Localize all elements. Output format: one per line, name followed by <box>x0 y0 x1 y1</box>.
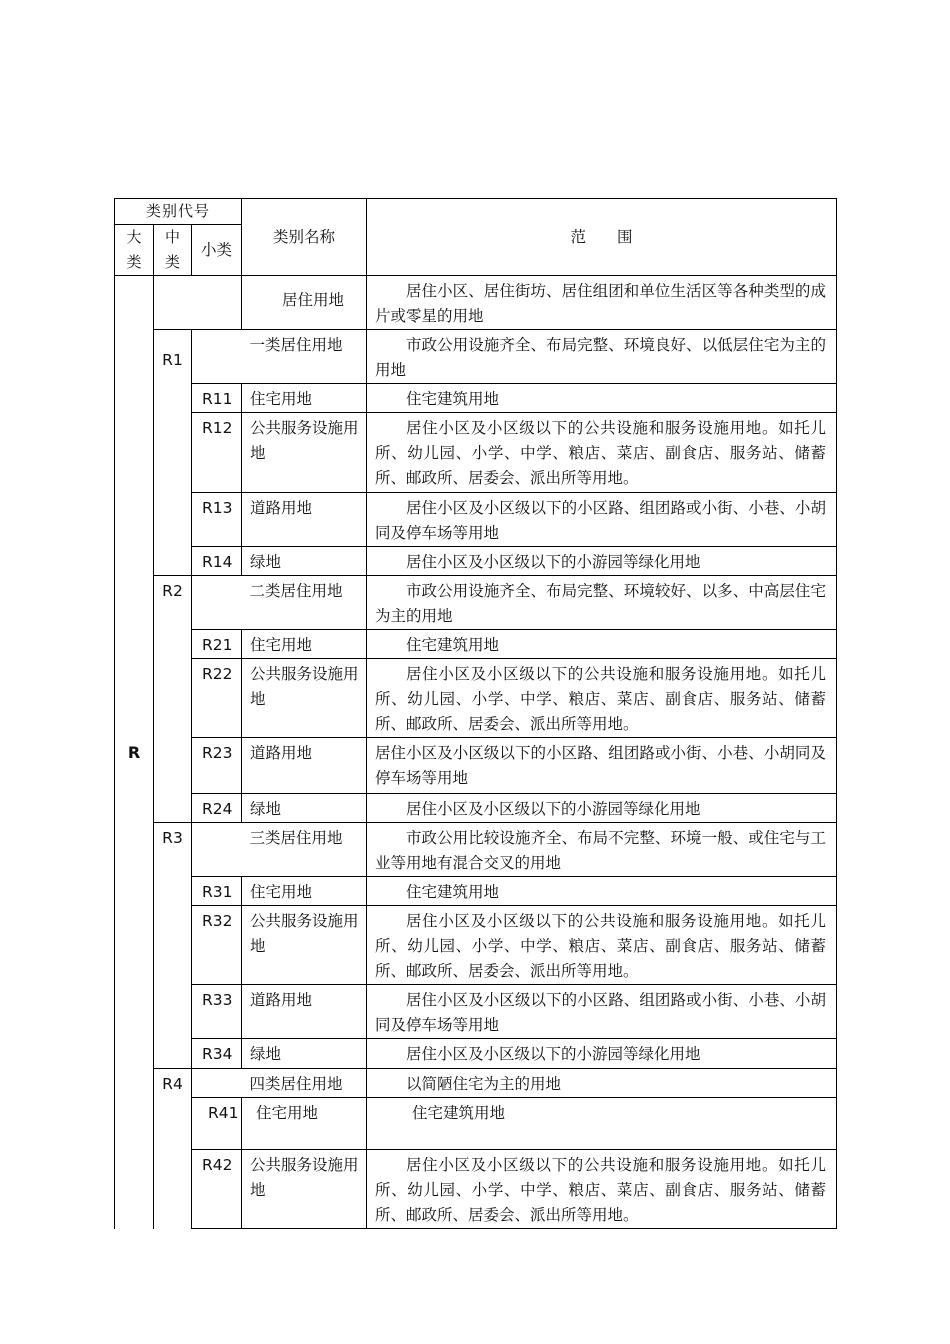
group-code: R3 <box>154 823 192 1069</box>
group-name: 三类居住用地 <box>242 823 367 877</box>
table-row-code: R22 <box>192 659 242 738</box>
table-row-name: 公共服务设施用地 <box>242 1150 367 1229</box>
table-row-code: R31 <box>192 877 242 906</box>
group-scope: 以简陋住宅为主的用地 <box>367 1069 837 1098</box>
table-row-scope: 居住小区及小区级以下的公共设施和服务设施用地。如托儿所、幼儿园、小学、中学、粮店、菜店、副食店、服务站、储蓄所、邮政所、居委会、派出所等用地。 <box>367 906 837 985</box>
header-code: 类别代号 <box>115 199 242 225</box>
header-scope: 范 围 <box>367 199 837 276</box>
table-row-scope: 居住小区及小区级以下的小游园等绿化用地 <box>367 794 837 823</box>
table-row-name: 公共服务设施用地 <box>242 413 367 493</box>
header-name: 类别名称 <box>242 199 367 276</box>
table-row-scope: 居住小区及小区级以下的公共设施和服务设施用地。如托儿所、幼儿园、小学、中学、粮店、菜店、副食店、服务站、储蓄所、邮政所、居委会、派出所等用地。 <box>367 413 837 493</box>
table-row-name: 绿地 <box>242 547 367 576</box>
table-row-code: R23 <box>192 738 242 794</box>
table-row-name: 公共服务设施用地 <box>242 659 367 738</box>
table-row-name: 住宅用地 <box>242 630 367 659</box>
table-row-scope: 住宅建筑用地 <box>367 1098 837 1150</box>
table-row-name: 公共服务设施用地 <box>242 906 367 985</box>
group-scope: 市政公用设施齐全、布局完整、环境良好、以低层住宅为主的用地 <box>367 330 837 384</box>
group-name: 一类居住用地 <box>242 330 367 384</box>
major-code: R <box>115 276 154 1229</box>
table-row-code: R34 <box>192 1039 242 1069</box>
table-row-code: R32 <box>192 906 242 985</box>
table-row-scope: 住宅建筑用地 <box>367 630 837 659</box>
table-row-scope: 住宅建筑用地 <box>367 384 837 413</box>
table-row-scope: 居住小区及小区级以下的小区路、组团路或小街、小巷、小胡同及停车场等用地 <box>367 985 837 1039</box>
group-scope: 市政公用设施齐全、布局完整、环境较好、以多、中高层住宅为主的用地 <box>367 576 837 630</box>
table-row-name: 道路用地 <box>242 985 367 1039</box>
table-row-scope: 居住小区及小区级以下的公共设施和服务设施用地。如托儿所、幼儿园、小学、中学、粮店、菜店、副食店、服务站、储蓄所、邮政所、居委会、派出所等用地。 <box>367 659 837 738</box>
group-code: R2 <box>154 576 192 823</box>
table-row-scope: 居住小区及小区级以下的小区路、组团路或小街、小巷、小胡同及停车场等用地 <box>367 493 837 547</box>
table-row-scope: 居住小区及小区级以下的小区路、组团路或小街、小巷、小胡同及停车场等用地 <box>367 738 837 794</box>
table-row-code: R21 <box>192 630 242 659</box>
header-major: 大类 <box>115 225 154 276</box>
table-row-code: R41 <box>192 1098 242 1150</box>
major-name: 居住用地 <box>242 276 367 330</box>
table-row-name: 住宅用地 <box>242 384 367 413</box>
group-scope: 市政公用比较设施齐全、布局不完整、环境一般、或住宅与工业等用地有混合交叉的用地 <box>367 823 837 877</box>
table-row-code: R11 <box>192 384 242 413</box>
group-name: 二类居住用地 <box>242 576 367 630</box>
major-scope: 居住小区、居住街坊、居住组团和单位生活区等各种类型的成片或零星的用地 <box>367 276 837 330</box>
table-row-scope: 居住小区及小区级以下的小游园等绿化用地 <box>367 547 837 576</box>
group-code: R1 <box>154 330 192 576</box>
header-minor: 小类 <box>192 225 242 276</box>
header-medium: 中类 <box>154 225 192 276</box>
group-name: 四类居住用地 <box>242 1069 367 1098</box>
table-row-name: 住宅用地 <box>242 877 367 906</box>
table-row-name: 住宅用地 <box>242 1098 367 1150</box>
table-row-scope: 住宅建筑用地 <box>367 877 837 906</box>
table-row-code: R33 <box>192 985 242 1039</box>
table-row-scope: 居住小区及小区级以下的小游园等绿化用地 <box>367 1039 837 1069</box>
table-row-name: 道路用地 <box>242 493 367 547</box>
group-code: R4 <box>154 1069 192 1229</box>
table-row-name: 道路用地 <box>242 738 367 794</box>
table-row-code: R24 <box>192 794 242 823</box>
land-use-classification-table <box>114 198 837 1229</box>
table-row-scope: 居住小区及小区级以下的公共设施和服务设施用地。如托儿所、幼儿园、小学、中学、粮店、菜店、副食店、服务站、储蓄所、邮政所、居委会、派出所等用地。 <box>367 1150 837 1229</box>
table-row-code: R42 <box>192 1150 242 1229</box>
table-row-name: 绿地 <box>242 1039 367 1069</box>
table-row-code: R12 <box>192 413 242 493</box>
table-row-name: 绿地 <box>242 794 367 823</box>
table-row-code: R13 <box>192 493 242 547</box>
table-row-code: R14 <box>192 547 242 576</box>
